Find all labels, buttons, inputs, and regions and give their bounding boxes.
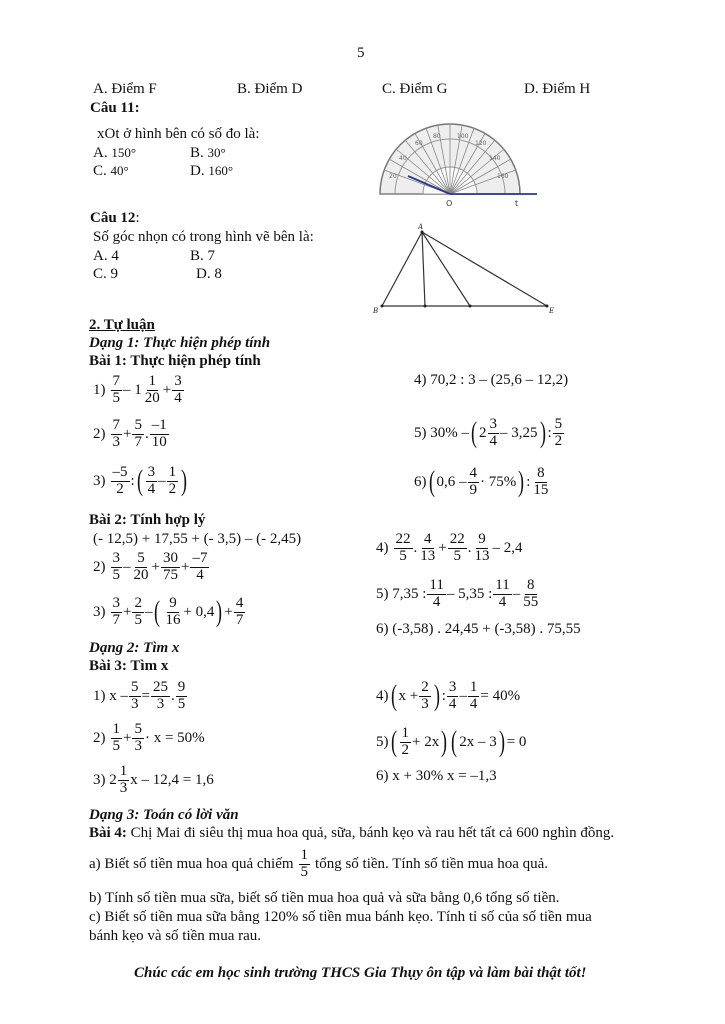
- bai1-expr-1: 1) 7 5 – 1 1 20 + 3 4: [93, 373, 182, 406]
- bai4-part-c2: bánh kẹo và số tiền mua rau.: [89, 928, 262, 944]
- bai2-title: Bài 2: Tính hợp lý: [89, 512, 206, 528]
- dang3-title: Dạng 3: Toán có lời văn: [89, 807, 239, 823]
- label-t: t: [515, 199, 519, 208]
- bai4-part-a: a) Biết số tiền mua hoa quả chiếm 1 5 tổng số tiền. Tính số tiền mua hoa quả.: [89, 847, 549, 880]
- q12-option-b: B. 7: [190, 248, 216, 264]
- page-number: 5: [357, 45, 365, 61]
- dang1-title: Dạng 1: Thực hiện phép tính: [89, 335, 271, 351]
- bai4-intro: Bài 4: Chị Mai đi siêu thị mua hoa quả, sữa, bánh kẹo và rau hết tất cả 600 nghìn đồng.: [89, 825, 615, 841]
- label-e: E: [549, 307, 555, 315]
- bai2-expr-2: 2) 3 5 – 5 20 + 30 75 + –7 4: [93, 550, 208, 583]
- q11-option-c: C. 40°: [93, 163, 129, 179]
- bai4-part-c1: c) Biết số tiền mua sữa bằng 120% số tiền mua bánh kẹo. Tính tỉ số của số tiền mua: [89, 909, 592, 925]
- bai1-expr-4: 4) 70,2 : 3 – (25,6 – 12,2): [414, 372, 569, 388]
- q11-option-a: A. 150°: [93, 145, 137, 161]
- bai1-title: Bài 1: Thực hiện phép tính: [89, 353, 261, 369]
- triangle-figure: [372, 220, 562, 316]
- bai3-expr-3: 3) 2 1 3 x – 12,4 = 1,6: [93, 763, 214, 796]
- q11-prompt: xOt ở hình bên có số đo là:: [97, 126, 260, 142]
- bai2-expr-4: 4) 22 5 . 4 13 + 22 5 . 9 13 – 2,4: [376, 531, 523, 564]
- q11-option-b: B. 30°: [190, 145, 226, 161]
- bai1-expr-3: 3) –5 2 : ( 3 4 – 1 2 ): [93, 464, 188, 498]
- q10-option-a: A. Điểm F: [93, 81, 157, 97]
- label-b: B: [373, 307, 379, 315]
- bai2-expr-1: (- 12,5) + 17,55 + (- 3,5) – (- 2,45): [93, 531, 302, 547]
- q12-option-d: D. 8: [196, 266, 222, 282]
- svg-text:60: 60: [415, 140, 423, 147]
- q10-option-d: D. Điểm H: [524, 81, 591, 97]
- svg-text:100: 100: [457, 133, 469, 140]
- bai1-expr-2: 2) 7 3 + 5 7 . –1 10: [93, 417, 167, 450]
- q12-option-a: A. 4: [93, 248, 119, 264]
- bai1-expr-6: 6) ( 0,6 – 4 9 · 75% ) : 8 15: [414, 465, 549, 499]
- q12-title: Câu 12:: [90, 210, 140, 226]
- bai3-expr-5: 5) ( 1 2 + 2x ) ( 2x – 3 ) = 0: [376, 725, 527, 759]
- bai2-expr-3: 3) 3 7 + 2 5 – ( 9 16 + 0,4 ) + 4 7: [93, 595, 244, 629]
- svg-text:40: 40: [399, 155, 407, 162]
- svg-text:160: 160: [497, 173, 509, 180]
- protractor-figure: [375, 118, 550, 210]
- bai3-expr-6: 6) x + 30% x = –1,3: [376, 768, 497, 784]
- bai1-expr-5: 5) 30% – ( 2 3 4 – 3,25 ) : 5 2: [414, 416, 563, 450]
- q10-option-c: C. Điểm G: [382, 81, 448, 97]
- q10-option-b: B. Điểm D: [237, 81, 303, 97]
- q12-prompt: Số góc nhọn có trong hình vẽ bên là:: [93, 229, 314, 245]
- bai2-expr-5: 5) 7,35 : 11 4 – 5,35 : 11 4 – 8 55: [376, 577, 539, 610]
- q11-option-d: D. 160°: [190, 163, 234, 179]
- svg-text:120: 120: [475, 140, 487, 147]
- bai3-expr-4: 4) ( x + 2 3 ) : 3 4 – 1 4 = 40%: [376, 679, 521, 713]
- q12-option-c: C. 9: [93, 266, 119, 282]
- svg-text:140: 140: [489, 155, 501, 162]
- label-a: A: [418, 223, 424, 231]
- bai3-expr-1: 1) x – 5 3 = 25 3 . 9 5: [93, 679, 186, 712]
- bai2-expr-6: 6) (-3,58) . 24,45 + (-3,58) . 75,55: [376, 621, 581, 637]
- label-o: O: [446, 199, 453, 208]
- svg-text:20: 20: [389, 173, 397, 180]
- bai3-expr-2: 2) 1 5 + 5 3 · x = 50%: [93, 721, 205, 754]
- svg-text:80: 80: [433, 133, 441, 140]
- q11-title: Câu 11:: [90, 100, 140, 116]
- section-title: 2. Tự luận: [89, 317, 155, 333]
- bai3-title: Bài 3: Tìm x: [89, 658, 169, 674]
- closing-message: Chúc các em học sinh trường THCS Gia Thụy ôn tập và làm bài thật tốt!: [134, 965, 587, 981]
- dang2-title: Dạng 2: Tìm x: [89, 640, 180, 656]
- bai4-part-b: b) Tính số tiền mua sữa, biết số tiền mua hoa quả và sữa bằng 0,6 tổng số tiền.: [89, 890, 560, 906]
